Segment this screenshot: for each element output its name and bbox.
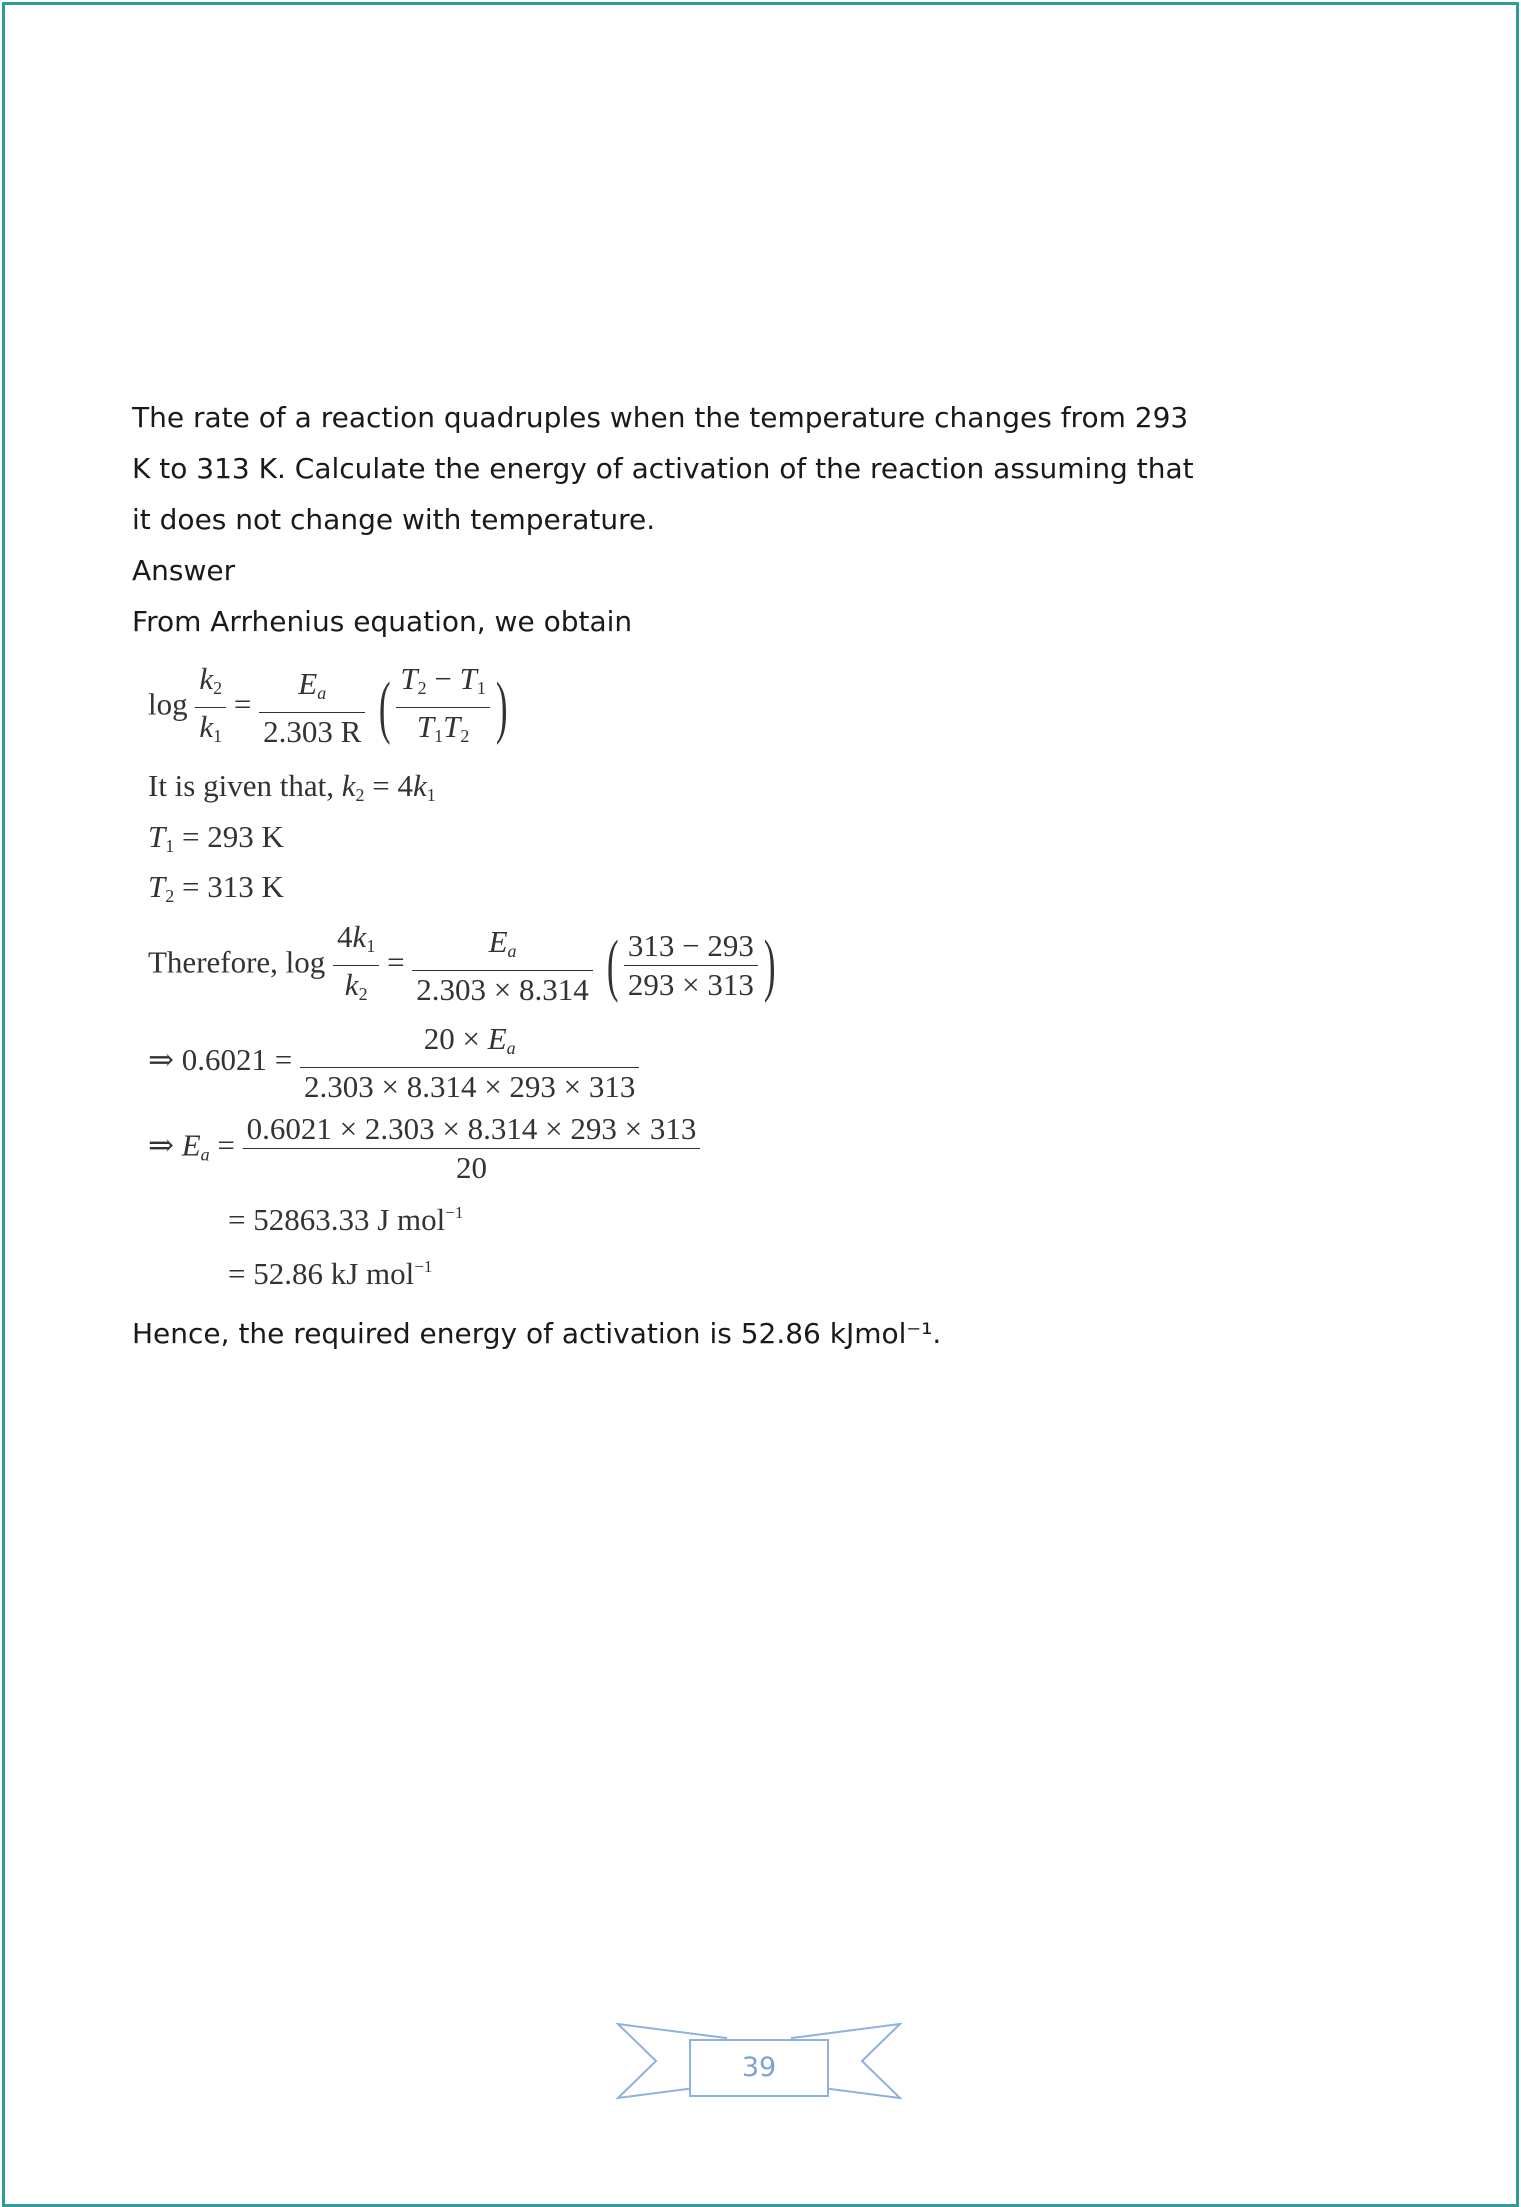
ea-fraction: $\frac{E_a}{2.303 R}$ — [259, 665, 365, 751]
log-value-equation: ⇒ 0.6021 = $\frac{20 \times E_a}{2.303 \times 8.314 \times 293 \times 313}$ — [148, 1020, 639, 1106]
given-t1: $T_1 = 293$ K — [148, 819, 284, 856]
conclusion-text: Hence, the required energy of activation is 52.86 kJmol⁻¹. — [132, 1317, 942, 1350]
page-number: 39 — [741, 2052, 777, 2083]
given-k-relation: It is given that, $k_2 = 4k_1$ — [148, 768, 436, 805]
arrhenius-equation: log $\frac{k_2}{k_1}$ = $\frac{E_a}{2.303 R}$ ( $\frac{T_2 - T_1}{T_1T_2}$ ) — [148, 660, 513, 755]
k-ratio: $\frac{k_2}{k_1}$ — [195, 660, 226, 755]
therefore-equation: Therefore, log $\frac{4k_1}{k_2}$ = $\frac{E_a}{2.303 \times 8.314}$ ( $\frac{313 - 293}{293 \times 313}$ ) — [148, 919, 776, 1007]
temperature-fraction: $\frac{T_2 - T_1}{T_1T_2}$ — [396, 660, 489, 755]
log-text: log — [148, 686, 188, 722]
ea-equation: ⇒ $E_a$ = $\frac{0.6021 \times 2.303 \times 8.314 \times 293 \times 313}{20}$ — [148, 1110, 700, 1187]
question-line-3: it does not change with temperature. — [132, 503, 656, 536]
result-joules: = 52863.33 J mol$^{-1}$ — [228, 1202, 464, 1237]
given-t2: $T_2 = 313$ K — [148, 869, 284, 906]
intro-text: From Arrhenius equation, we obtain — [132, 605, 633, 638]
result-kilojoules: = 52.86 kJ mol$^{-1}$ — [228, 1256, 433, 1291]
question-line-1: The rate of a reaction quadruples when the temperature changes from 293 — [132, 401, 1189, 434]
answer-label: Answer — [132, 554, 236, 587]
question-line-2: K to 313 K. Calculate the energy of activation of the reaction assuming that — [132, 452, 1194, 485]
